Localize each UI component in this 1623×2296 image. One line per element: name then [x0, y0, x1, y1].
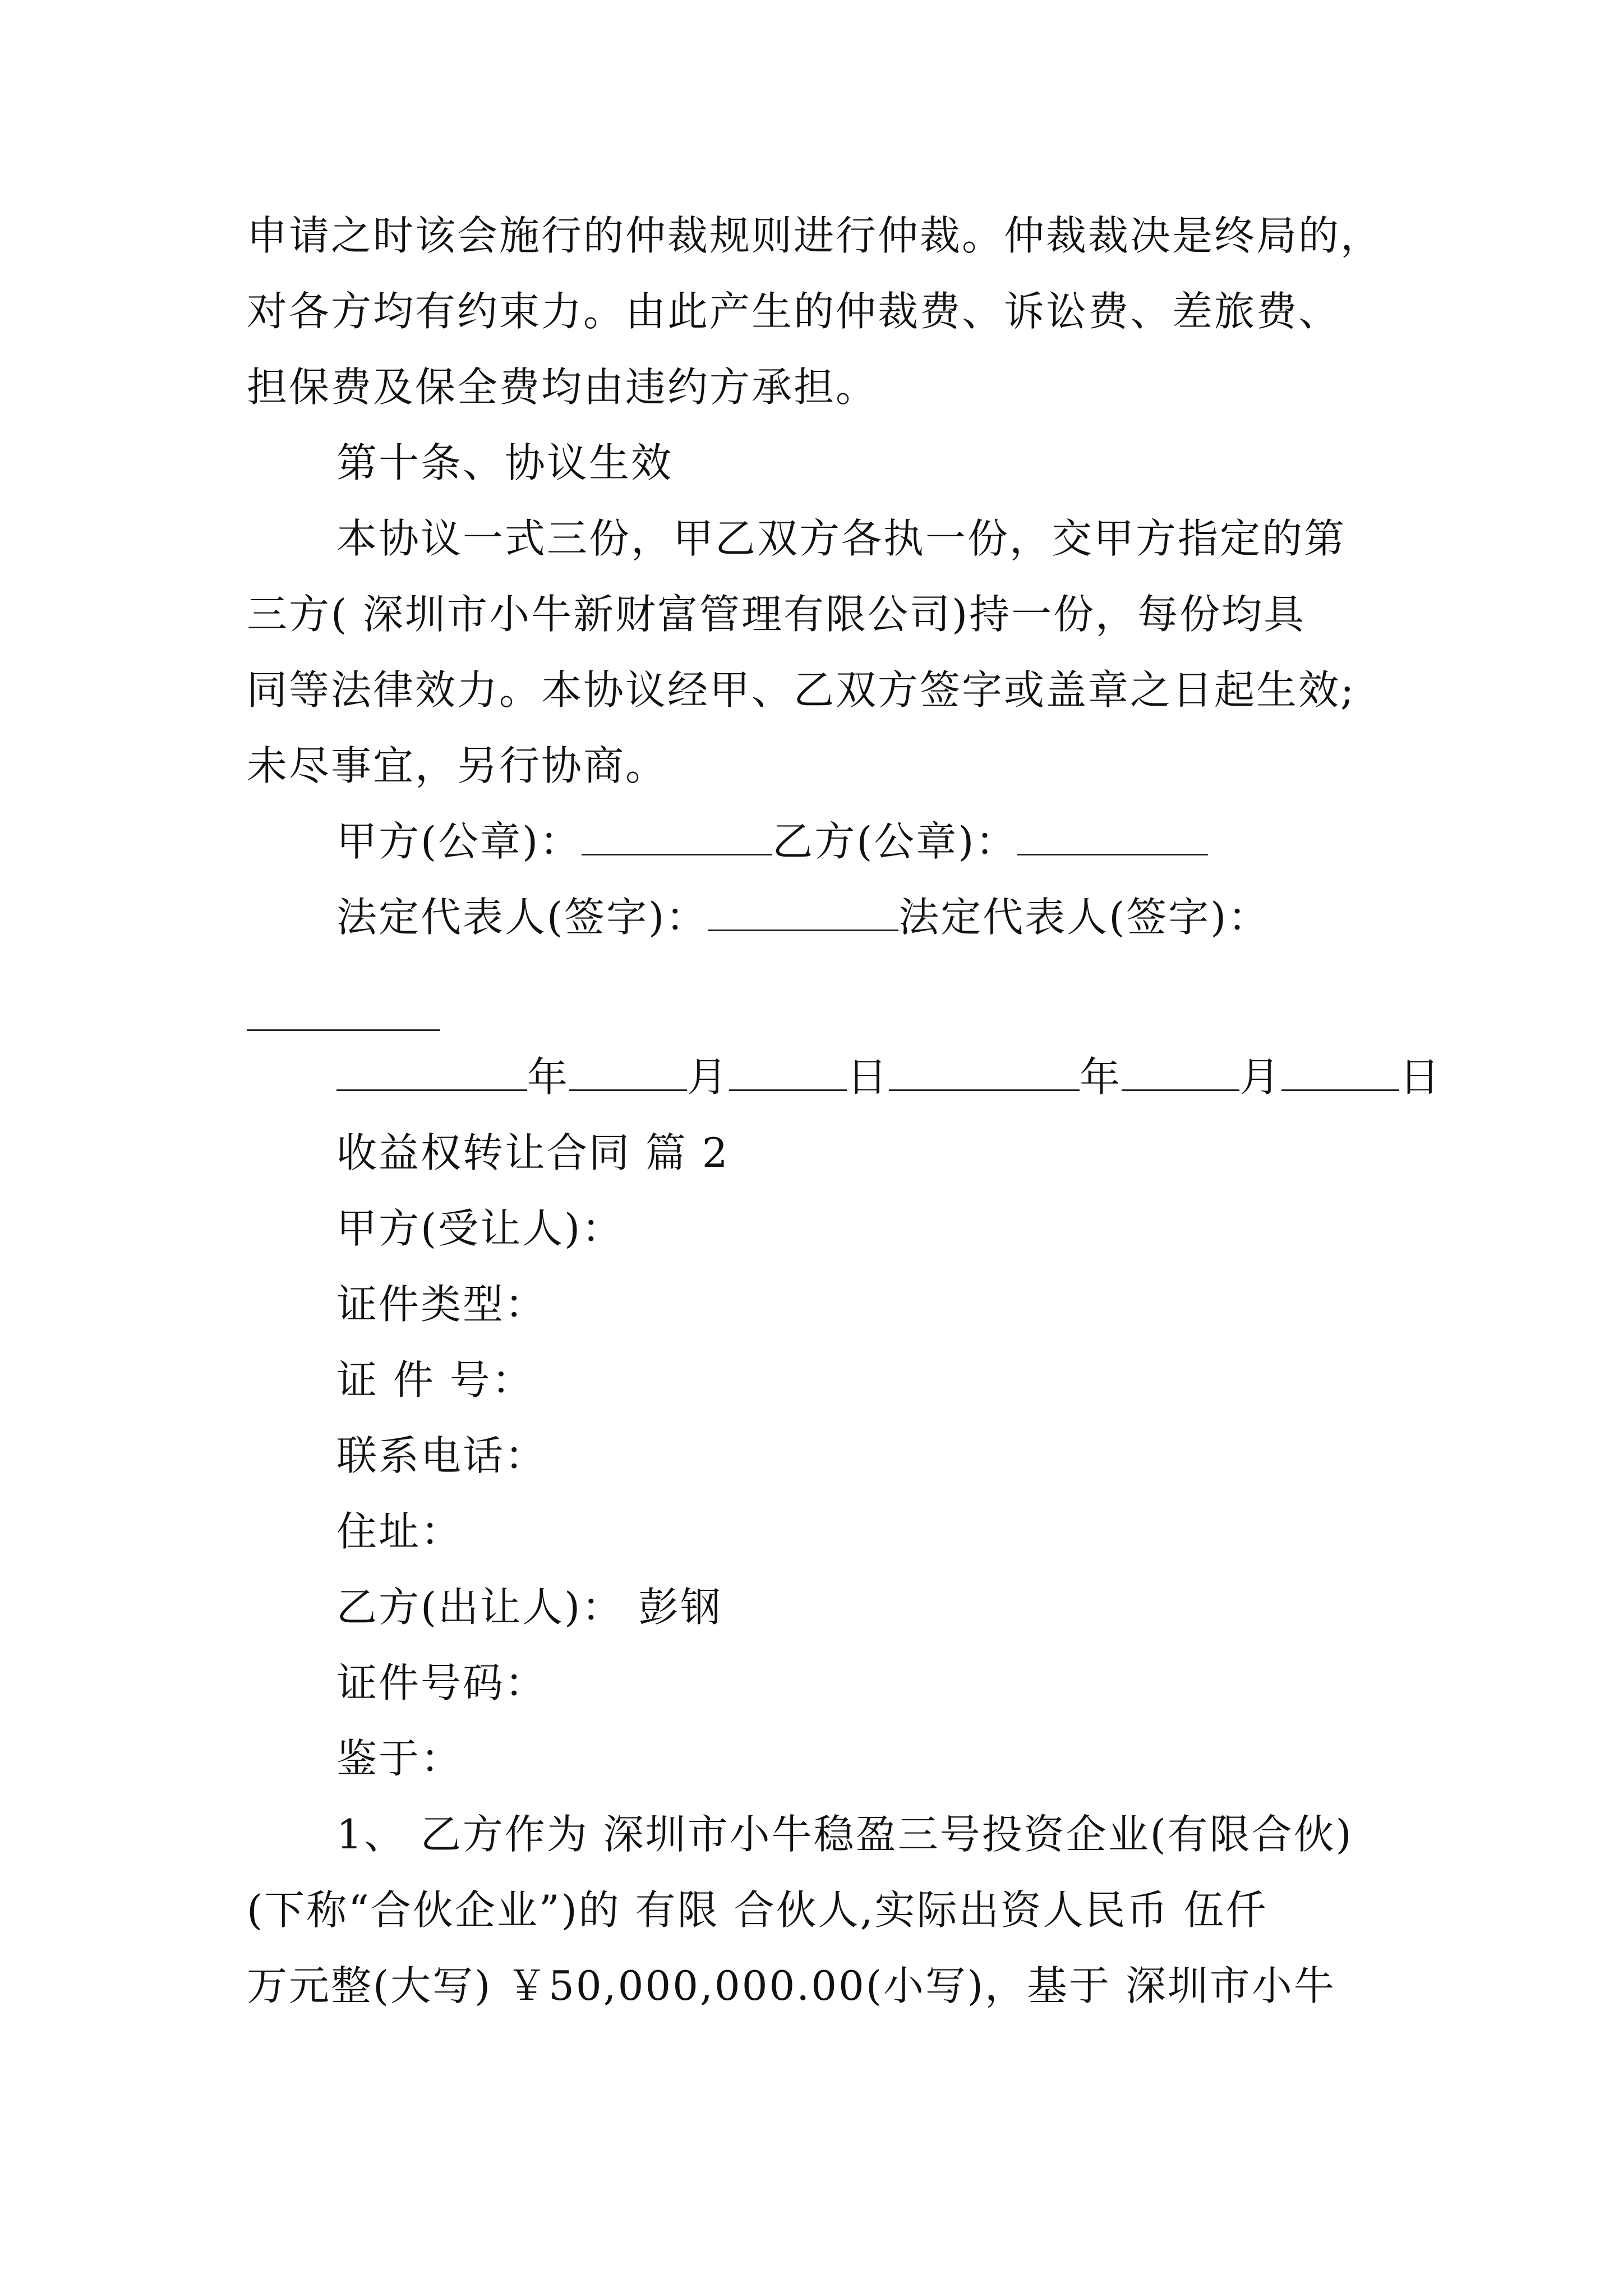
month-label: 月: [687, 1053, 730, 1101]
party-a-field: 甲方(受让人)：: [336, 1205, 624, 1252]
paragraph-line: 本协议一式三份，甲乙双方各执一份，交甲方指定的第: [336, 515, 1347, 562]
paragraph-line: 对各方均有约束力。由此产生的仲裁费、诉讼费、差旅费、: [247, 288, 1341, 335]
year-label: 年: [1080, 1053, 1122, 1101]
month-blank[interactable]: [569, 1050, 687, 1091]
party-a-seal-label: 甲方(公章)：: [336, 818, 582, 865]
paragraph-line: 申请之时该会施行的仲裁规则进行仲裁。仲裁裁决是终局的，: [247, 212, 1383, 259]
party-b-seal-blank[interactable]: [1017, 815, 1208, 855]
year-label: 年: [527, 1053, 570, 1101]
phone-field: 联系电话：: [336, 1432, 547, 1479]
seal-line: [336, 813, 1208, 869]
rep-b-label: 法定代表人(签字)：: [898, 894, 1270, 941]
day-blank[interactable]: [1281, 1050, 1399, 1091]
month-label: 月: [1239, 1053, 1282, 1101]
clause-line: (下称“合伙企业”)的 有限 合伙人,实际出资人民币 伍仟: [247, 1887, 1268, 1934]
party-b-field: 乙方(出让人)： 彭钢: [336, 1584, 723, 1631]
clause-line: 万元整(大写) ￥50,000,000.00(小写)，基于 深圳市小牛: [247, 1962, 1336, 2009]
clause-line: 1、 乙方作为 深圳市小牛稳盈三号投资企业(有限合伙): [336, 1811, 1353, 1858]
paragraph-line: 同等法律效力。本协议经甲、乙双方签字或盖章之日起生效;: [247, 666, 1356, 714]
year-blank[interactable]: [889, 1050, 1080, 1091]
year-blank[interactable]: [336, 1050, 527, 1091]
rep-a-label: 法定代表人(签字)：: [336, 894, 708, 941]
day-label: 日: [847, 1053, 889, 1101]
rep-b-blank[interactable]: [247, 1029, 440, 1031]
day-label: 日: [1399, 1053, 1442, 1101]
contract-title: 收益权转让合同 篇 2: [336, 1129, 730, 1176]
party-a-seal-blank[interactable]: [582, 815, 772, 855]
day-blank[interactable]: [729, 1050, 847, 1091]
month-blank[interactable]: [1122, 1050, 1239, 1091]
date-line: [336, 1049, 1441, 1105]
paragraph-line: 未尽事宜，另行协商。: [247, 742, 668, 789]
whereas-heading: 鉴于：: [336, 1735, 463, 1782]
paragraph-line: 担保费及保全费均由违约方承担。: [247, 364, 878, 411]
id-number-field: 证件号码：: [336, 1659, 547, 1706]
address-field: 住址：: [336, 1508, 463, 1555]
id-no-field: 证 件 号：: [336, 1356, 534, 1404]
party-b-seal-label: 乙方(公章)：: [772, 818, 1018, 865]
id-type-field: 证件类型：: [336, 1281, 547, 1328]
rep-a-blank[interactable]: [708, 890, 898, 931]
article-heading: 第十条、协议生效: [336, 439, 674, 486]
representative-line: [336, 889, 1270, 945]
paragraph-line: 三方( 深圳市小牛新财富管理有限公司)持一份，每份均具: [247, 591, 1306, 638]
